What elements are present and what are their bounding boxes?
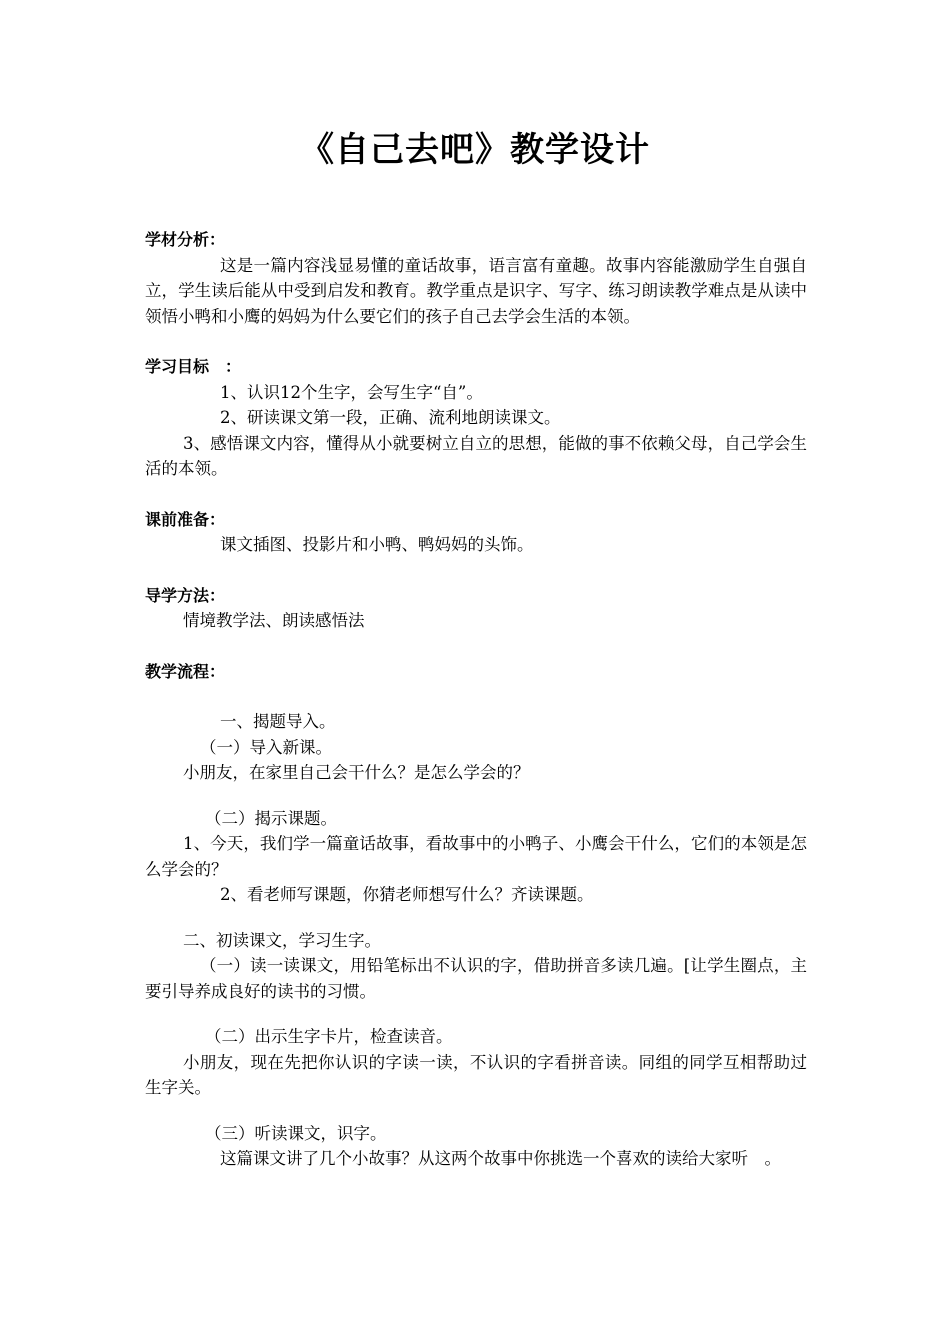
goal-item: 1、认识12个生字，会写生字“自”。: [220, 382, 483, 402]
document-body: [145, 227, 807, 1172]
process-line: 1、今天，我们学一篇童话故事，看故事中的小鸭子、小鹰会干什么，它们的本领是怎么学会的？: [145, 834, 807, 879]
process-line: （一）读一读课文，用铅笔标出不认识的字，借助拼音多读几遍。[让学生圈点，主要引导养成良好的读书的习惯。: [145, 956, 807, 1001]
goals-heading: 学习目标 ：: [145, 357, 242, 376]
process-line: 小朋友，在家里自己会干什么？是怎么学会的？: [183, 763, 530, 782]
process-line: （二）出示生字卡片，检查读音。: [205, 1027, 453, 1046]
process-line: 小朋友，现在先把你认识的字读一读，不认识的字看拼音读。同组的同学互相帮助过生字关。: [145, 1052, 807, 1097]
process-heading: 教学流程：: [145, 661, 226, 681]
document-title: 《自己去吧》教学设计: [300, 130, 650, 170]
analysis-paragraph: 这是一篇内容浅显易懂的童话故事，语言富有童趣。故事内容能激励学生自强自立，学生读后能从中受到启发和教育。教学重点是识字、写字、练习朗读教学难点是从读中领悟小鸭和小鹰的妈妈为什么要它们的孩子自己去学会生活的本领。: [145, 255, 807, 326]
preparation-paragraph: 课文插图、投影片和小鸭、鸭妈妈的头饰。: [220, 535, 534, 554]
goal-item: 3、感悟课文内容，懂得从小就要树立自立的思想，能做的事不依赖父母，自己学会生活的本领。: [145, 433, 807, 478]
process-line: 一、揭题导入。: [220, 712, 336, 731]
process-line: 这篇课文讲了几个小故事？从这两个故事中你挑选一个喜欢的读给大家听 。: [220, 1149, 781, 1168]
process-line: （二）揭示课题。: [205, 808, 337, 828]
method-heading: 导学方法：: [145, 585, 226, 605]
process-line: （一）导入新课。: [200, 737, 332, 757]
goal-item: 2、研读课文第一段，正确、流利地朗读课文。: [220, 408, 561, 427]
method-paragraph: 情境教学法、朗读感悟法: [183, 611, 365, 630]
process-line: （三）听读课文，识字。: [205, 1123, 387, 1143]
preparation-heading: 课前准备：: [145, 509, 226, 529]
analysis-heading: 学材分析：: [145, 230, 226, 249]
process-line: 二、初读课文，学习生字。: [183, 930, 381, 950]
process-line: 2、看老师写课题，你猜老师想写什么？齐读课题。: [220, 885, 594, 904]
